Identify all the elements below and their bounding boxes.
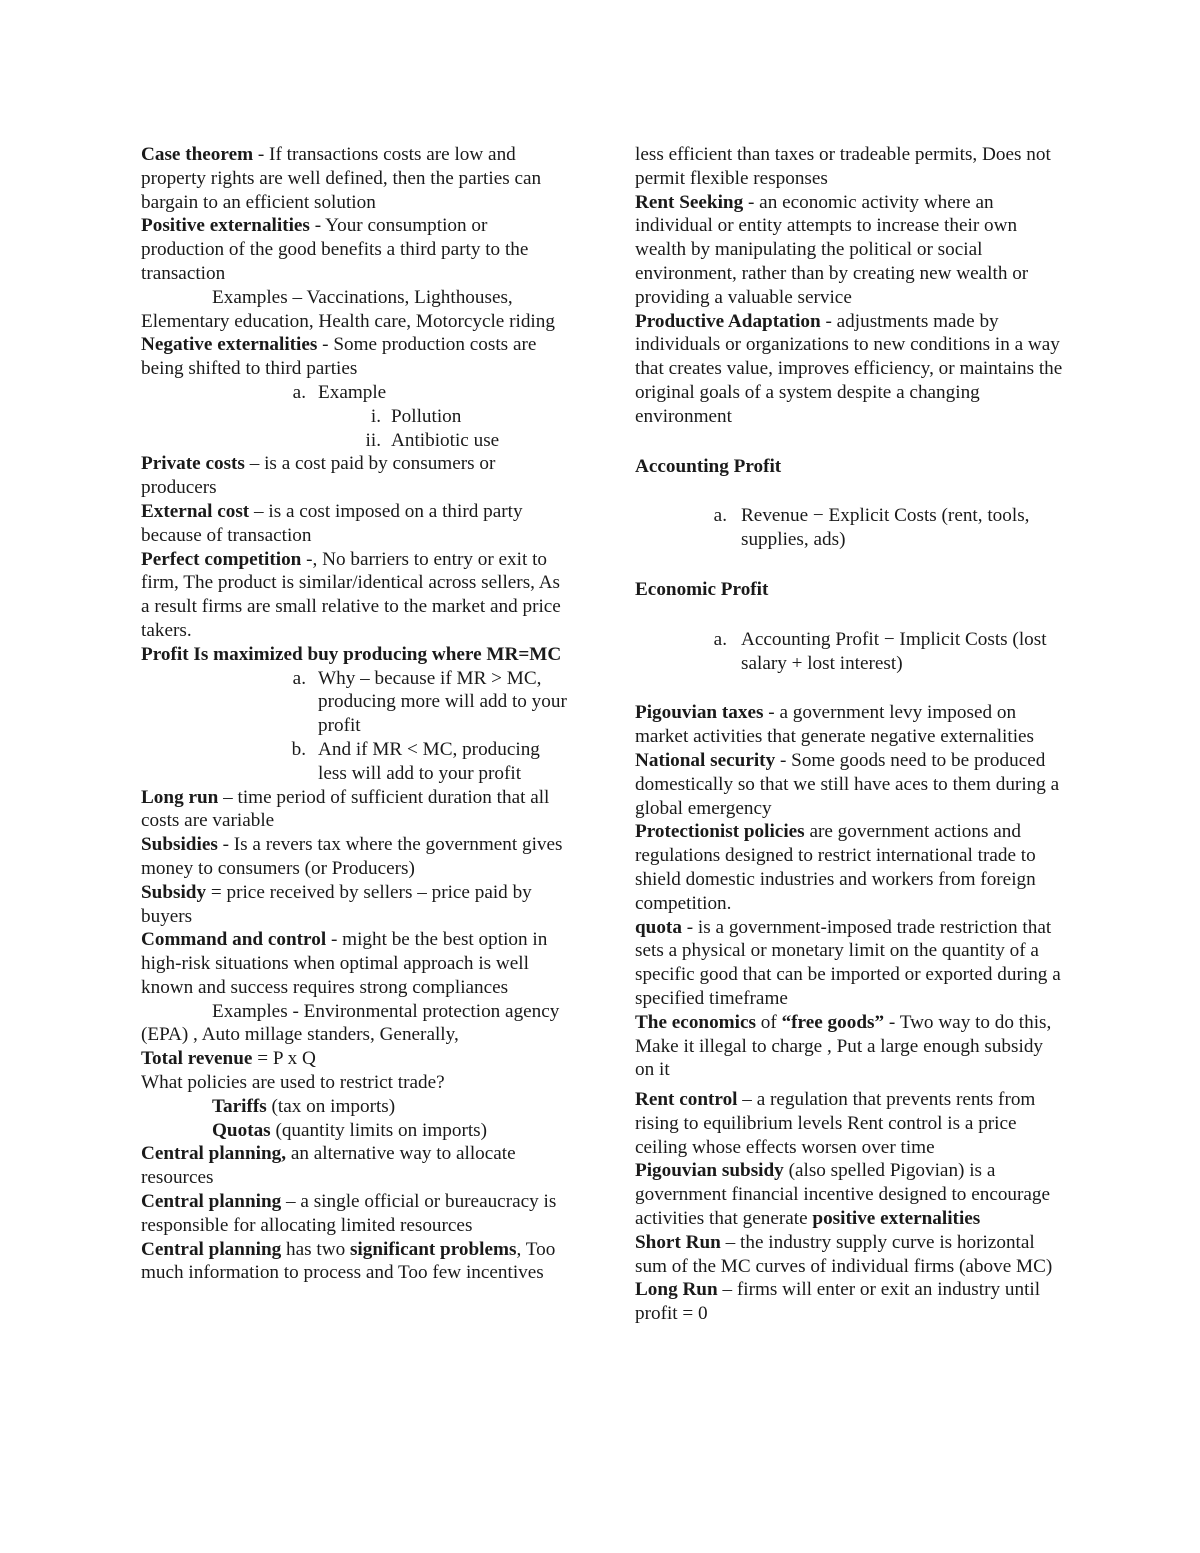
accounting-profit-heading — [635, 455, 1065, 479]
definition: – a single official or bureaucracy is responsible for allocating limited resources — [141, 1191, 557, 1236]
definition: , Too much information to process and Too few incentives — [141, 1238, 556, 1284]
definition: (tax on imports) — [266, 1095, 396, 1117]
term: Rent control — [635, 1089, 738, 1111]
term: Negative externalities — [141, 334, 318, 356]
connector: has two — [281, 1238, 350, 1260]
definition: – time period of sufficient duration that all costs are variable — [141, 786, 550, 832]
term: quota — [635, 916, 682, 938]
term: Subsidy — [141, 881, 207, 903]
list-marker: ii. — [365, 429, 381, 451]
term: Long Run — [635, 1279, 718, 1301]
total-revenue-entry — [141, 1047, 571, 1071]
term: Central planning — [141, 1191, 282, 1213]
short-run-entry — [635, 1231, 1065, 1279]
list-item — [705, 628, 1065, 676]
list-item — [363, 429, 571, 453]
long-run-entry — [635, 1278, 1065, 1326]
definition: - Some production costs are being shifted to third parties — [141, 334, 537, 380]
list-item — [284, 667, 571, 738]
definition: – a regulation that prevents rents from rising to equilibrium levels Rent control is a price ceiling whose effects worsen over time — [635, 1089, 1036, 1158]
definition: - might be the best option in high-risk situations when optimal approach is well known and success requires strong compliances — [141, 929, 548, 998]
term: Pigouvian subsidy — [635, 1160, 784, 1182]
connector: of — [755, 1011, 782, 1033]
definition: – is a cost imposed on a third party because of transaction — [141, 500, 523, 546]
term: Case theorem — [141, 144, 254, 165]
term: Central planning — [141, 1238, 282, 1260]
definition: - Your consumption or production of the good benefits a third party to the transaction — [141, 215, 529, 284]
central-planning-entry-1 — [141, 1142, 571, 1190]
term: Positive externalities — [141, 215, 310, 237]
list-text: And if MR < MC, producing less will add to your profit — [318, 738, 540, 784]
subsidies-entry — [141, 833, 571, 881]
list-marker: b. — [291, 738, 306, 760]
list-text: Antibiotic use — [391, 429, 500, 451]
term: Long run — [141, 786, 219, 808]
quota-entry — [635, 916, 1065, 1011]
definition: – the industry supply curve is horizontal sum of the MC curves of individual firms (above MC) — [635, 1231, 1053, 1277]
list-item — [284, 381, 571, 405]
term-2: “free goods” — [781, 1011, 885, 1033]
term: External cost — [141, 500, 250, 522]
term-2: positive externalities — [812, 1208, 981, 1230]
spacer — [635, 478, 1065, 504]
definition: = P x Q — [252, 1048, 316, 1070]
list-item — [284, 738, 571, 786]
national-security-entry — [635, 749, 1065, 820]
definition: – firms will enter or exit an industry until profit = 0 — [635, 1279, 1041, 1325]
subsidy-entry — [141, 881, 571, 929]
list-text: Why – because if MR > MC, producing more will add to your profit — [318, 667, 567, 737]
list-marker: i. — [370, 405, 381, 427]
term: Productive Adaptation — [635, 310, 821, 332]
list-marker: a. — [292, 667, 306, 689]
positive-externalities-entry — [141, 214, 571, 285]
definition: an alternative way to allocate resources — [141, 1143, 516, 1189]
perfect-competition-entry — [141, 548, 571, 643]
definition: – is a cost paid by consumers or producers — [141, 453, 496, 499]
spacer — [635, 675, 1065, 701]
list-item — [705, 504, 1065, 552]
list-marker: a. — [292, 381, 306, 403]
definition: -, No barriers to entry or exit to firm, The product is similar/identical across sellers, As a result firms are small relative to the market and price takers. — [141, 548, 561, 641]
definition: - an economic activity where an individual or entity attempts to increase their own wealth by manipulating the political or social environment, rather than by creating new wealth or providing a valuable service — [635, 191, 1029, 308]
definition: - a government levy imposed on market activities that generate negative externalities — [635, 702, 1035, 748]
list-text: Accounting Profit − Implicit Costs (lost salary + lost interest) — [741, 628, 1047, 674]
definition: = price received by sellers – price paid by buyers — [141, 881, 532, 927]
term: Quotas — [212, 1119, 271, 1141]
pigouvian-subsidy-entry — [635, 1159, 1065, 1230]
central-planning-entry-2 — [141, 1190, 571, 1238]
negative-externalities-entry — [141, 333, 571, 381]
term: Pigouvian taxes — [635, 702, 764, 724]
term: Rent Seeking — [635, 191, 744, 213]
definition: (also spelled Pigovian) is a government financial incentive designed to encourage activities that generate — [635, 1160, 1051, 1230]
external-cost-entry — [141, 500, 571, 548]
term: Subsidies — [141, 834, 218, 856]
definition: - If transactions costs are low and property rights are well defined, then the parties can bargain to an efficient solution — [141, 144, 542, 213]
spacer — [635, 552, 1065, 578]
positive-externalities-examples: Examples – Vaccinations, Lighthouses, Elementary education, Health care, Motorcycle riding — [141, 286, 555, 332]
quotas-entry — [141, 1119, 571, 1143]
definition: - Is a revers tax where the government gives money to consumers (or Producers) — [141, 834, 563, 879]
definition: - adjustments made by individuals or organizations to new conditions in a way that creates value, improves efficiency, or maintains the original goals of a system despite a changing environment — [635, 310, 1063, 427]
definition: are government actions and regulations designed to restrict international trade to shield domestic industries and workers from foreign competition. — [635, 821, 1036, 914]
list-text: Pollution — [391, 405, 462, 427]
term: Tariffs — [212, 1095, 267, 1117]
economic-profit-heading — [635, 578, 1065, 602]
definition: - is a government-imposed trade restriction that sets a physical or monetary limit on the quantity of a specific good that can be imported or exported during a specified timeframe — [635, 916, 1061, 1009]
continued-text: less efficient than taxes or tradeable permits, Does not permit flexible responses — [635, 144, 1051, 189]
case-theorem-entry — [141, 143, 571, 214]
term-2: significant problems — [349, 1238, 517, 1260]
list-marker: a. — [713, 628, 727, 650]
tariffs-entry — [141, 1095, 571, 1119]
profit-max-heading — [141, 643, 571, 667]
term: Short Run — [635, 1231, 721, 1253]
term: Central planning, — [141, 1143, 287, 1165]
right-column — [635, 143, 1065, 1326]
term: The economics — [635, 1011, 756, 1033]
heading: Accounting Profit — [635, 455, 782, 477]
trade-question: What policies are used to restrict trade? — [141, 1072, 445, 1094]
left-column — [141, 143, 571, 1285]
rent-control-entry — [635, 1088, 1065, 1159]
spacer — [635, 429, 1065, 455]
free-goods-entry — [635, 1011, 1065, 1082]
long-run-entry — [141, 786, 571, 834]
definition: (quantity limits on imports) — [270, 1119, 488, 1141]
definition: - Two way to do this, Make it illegal to charge , Put a large enough subsidy on it — [635, 1011, 1052, 1081]
command-control-examples: Examples - Environmental protection agency (EPA) , Auto millage standers, Generally, — [141, 1000, 560, 1046]
list-text: Revenue − Explicit Costs (rent, tools, supplies, ads) — [741, 505, 1030, 551]
term: Protectionist policies — [635, 821, 805, 843]
term: Private costs — [141, 453, 245, 475]
central-planning-entry-3 — [141, 1238, 571, 1286]
rent-seeking-entry — [635, 191, 1065, 310]
definition: - Some goods need to be produced domestically so that we still have aces to them during a global emergency — [635, 749, 1060, 819]
list-item — [363, 405, 571, 429]
term: Command and control — [141, 929, 327, 951]
heading: Profit Is maximized buy producing where MR=MC — [141, 643, 562, 665]
list-marker: a. — [713, 505, 727, 527]
command-control-entry — [141, 928, 571, 999]
term: Total revenue — [141, 1048, 253, 1070]
heading: Economic Profit — [635, 578, 769, 600]
protectionist-entry — [635, 820, 1065, 915]
private-costs-entry — [141, 452, 571, 500]
pigouvian-taxes-entry — [635, 701, 1065, 749]
term: National security — [635, 749, 776, 771]
spacer — [635, 602, 1065, 628]
productive-adaptation-entry — [635, 310, 1065, 429]
term: Perfect competition — [141, 548, 302, 570]
list-text: Example — [318, 381, 387, 403]
